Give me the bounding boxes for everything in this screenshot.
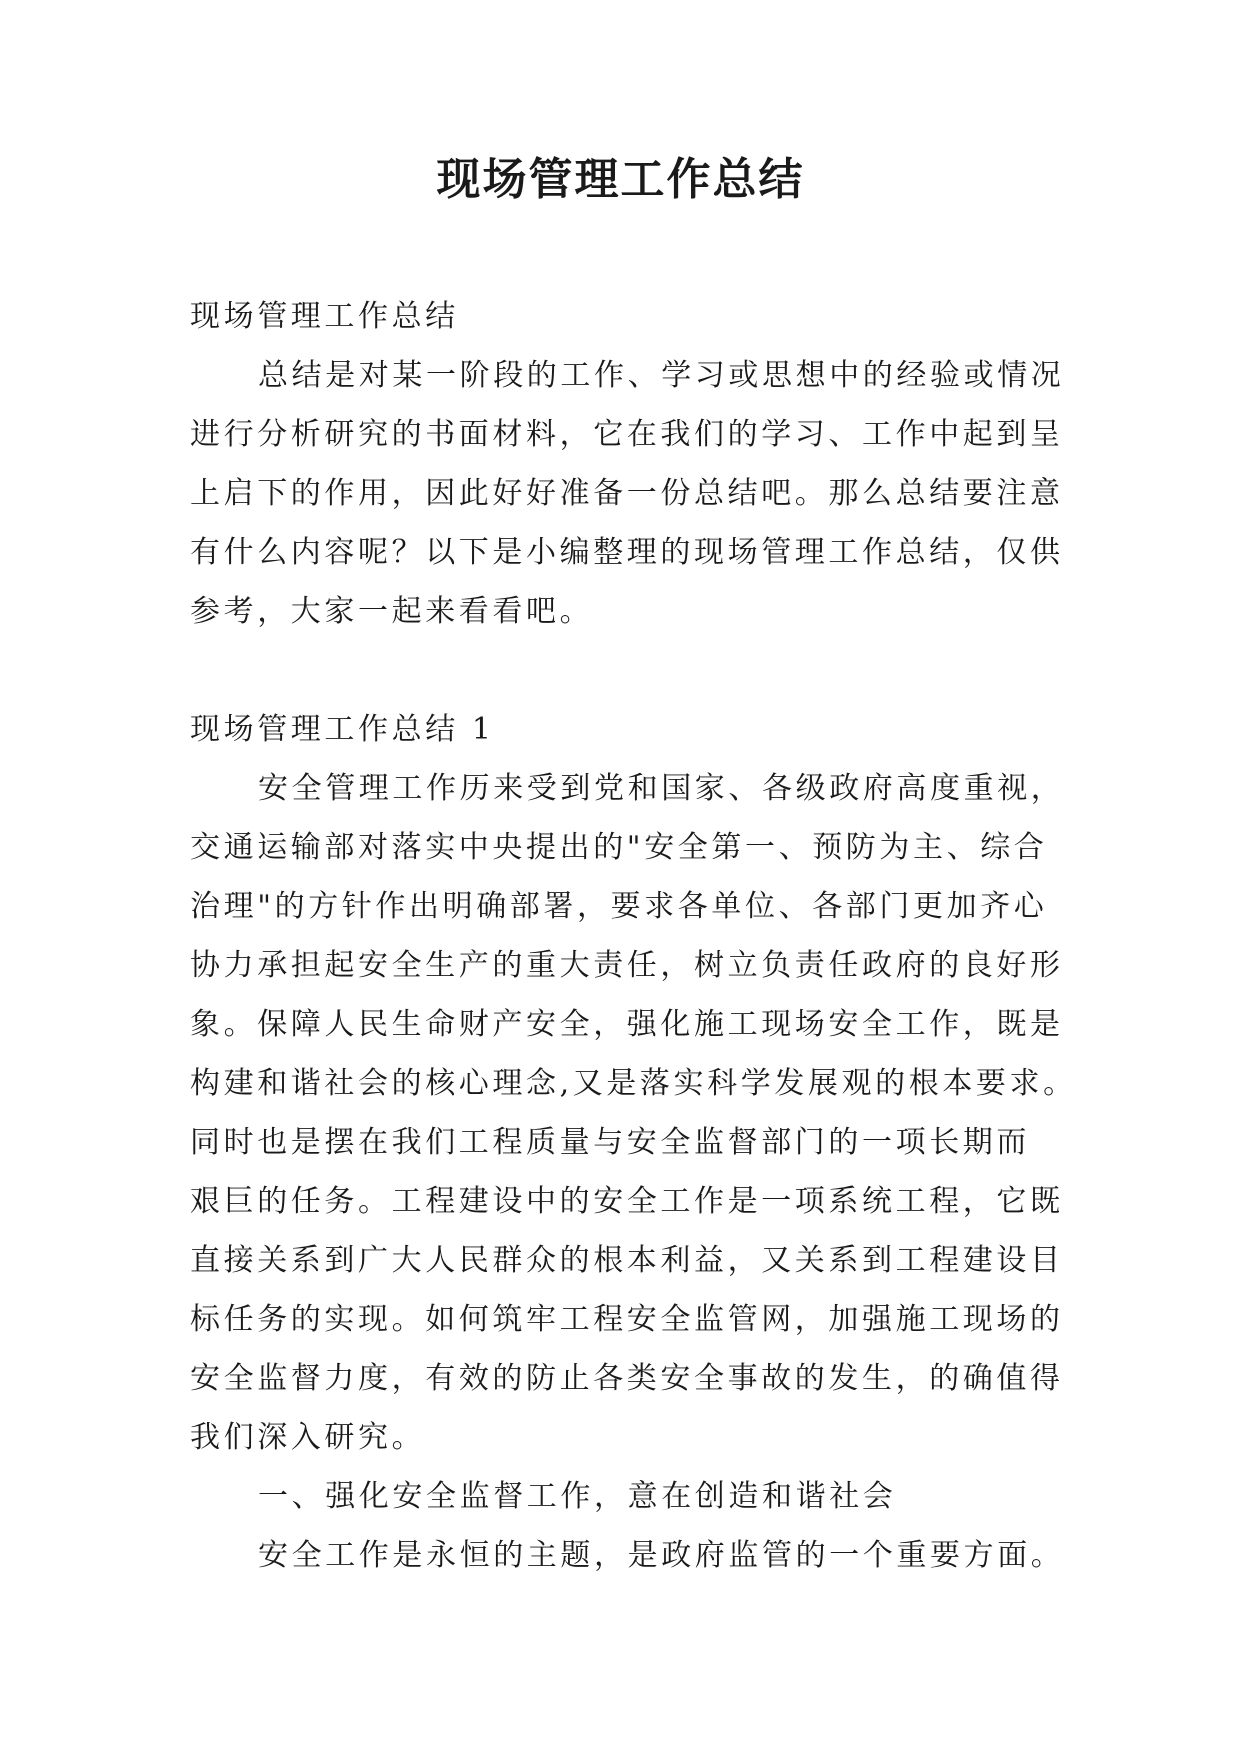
point-line: 安全工作是永恒的主题，是政府监管的一个重要方面。 — [258, 1538, 1065, 1573]
section-line: 同时也是摆在我们工程质量与安全监督部门的一项长期而 — [190, 1125, 1030, 1160]
document-subtitle: 现场管理工作总结 — [190, 299, 459, 334]
section-line: 标任务的实现。如何筑牢工程安全监管网，加强施工现场的 — [190, 1302, 1064, 1337]
intro-line: 参考，大家一起来看看吧。 — [190, 594, 594, 629]
paragraph-spacer — [190, 641, 1052, 700]
point-heading: 一、强化安全监督工作，意在创造和谐社会 — [258, 1479, 897, 1514]
section-line: 直接关系到广大人民群众的根本利益，又关系到工程建设目 — [190, 1243, 1064, 1278]
document-body — [190, 287, 1077, 1585]
section-line: 象。保障人民生命财产安全，强化施工现场安全工作，既是 — [190, 1007, 1064, 1042]
section-line: 我们深入研究。 — [190, 1420, 426, 1455]
section-line: 构建和谐社会的核心理念,又是落实科学发展观的根本要求。 — [190, 1066, 1077, 1101]
intro-line: 总结是对某一阶段的工作、学习或思想中的经验或情况 — [258, 358, 1065, 393]
intro-line: 进行分析研究的书面材料，它在我们的学习、工作中起到呈 — [190, 417, 1064, 452]
intro-line: 有什么内容呢？以下是小编整理的现场管理工作总结，仅供 — [190, 535, 1064, 570]
section-line: 交通运输部对落实中央提出的"安全第一、预防为主、综合 — [190, 830, 1048, 865]
section-line: 艰巨的任务。工程建设中的安全工作是一项系统工程，它既 — [190, 1184, 1064, 1219]
section-line: 安全管理工作历来受到党和国家、各级政府高度重视， — [258, 771, 1065, 806]
section-line: 安全监督力度，有效的防止各类安全事故的发生，的确值得 — [190, 1361, 1064, 1396]
section-heading: 现场管理工作总结 1 — [190, 712, 495, 747]
section-line: 协力承担起安全生产的重大责任，树立负责任政府的良好形 — [190, 948, 1064, 983]
section-line: 治理"的方针作出明确部署，要求各单位、各部门更加齐心 — [190, 889, 1048, 924]
intro-line: 上启下的作用，因此好好准备一份总结吧。那么总结要注意 — [190, 476, 1064, 511]
document-title: 现场管理工作总结 — [436, 154, 805, 205]
